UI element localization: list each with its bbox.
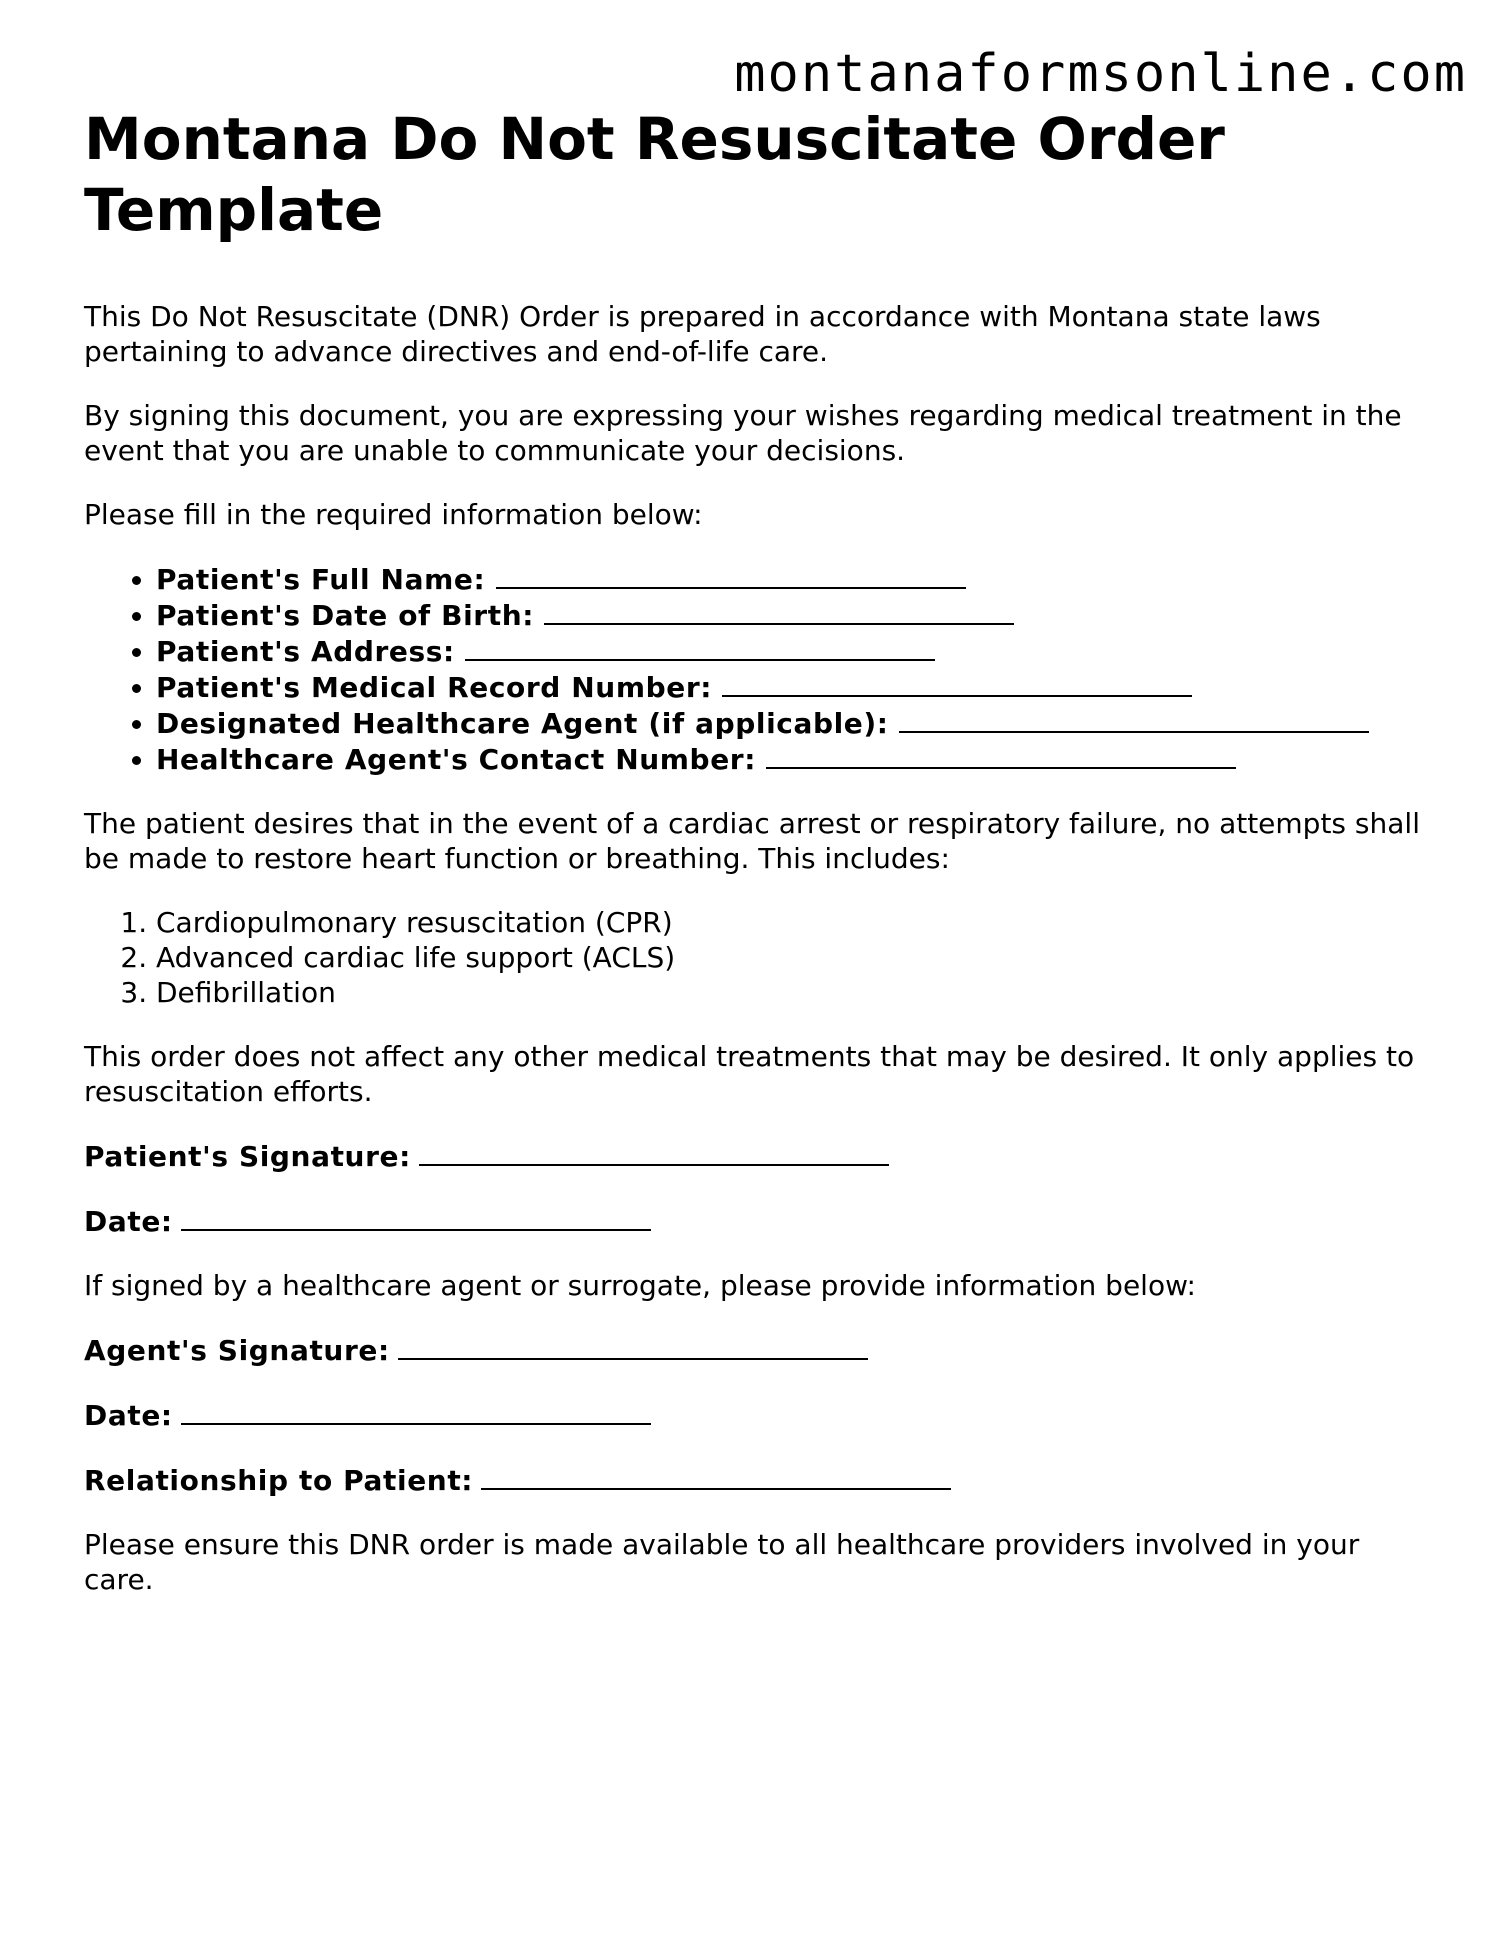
field-label: Healthcare Agent's Contact Number: bbox=[156, 743, 756, 776]
patient-signature-blank[interactable] bbox=[419, 1138, 889, 1166]
field-label: Patient's Full Name: bbox=[156, 563, 486, 596]
closing-paragraph: Please ensure this DNR order is made available to all healthcare providers involved in your care. bbox=[84, 1528, 1360, 1596]
agent-contact-blank[interactable] bbox=[766, 741, 1236, 769]
date-row-1 bbox=[84, 1203, 1424, 1239]
agent-date-blank[interactable] bbox=[181, 1397, 651, 1425]
patient-name-blank[interactable] bbox=[496, 561, 966, 589]
field-label: Patient's Address: bbox=[156, 635, 455, 668]
healthcare-agent-blank[interactable] bbox=[899, 705, 1369, 733]
list-item: 1. Cardiopulmonary resuscitation (CPR) bbox=[156, 905, 1424, 940]
list-item bbox=[156, 741, 1424, 777]
list-item bbox=[156, 561, 1424, 597]
relationship-row bbox=[84, 1462, 1424, 1498]
list-item: 2. Advanced cardiac life support (ACLS) bbox=[156, 940, 1424, 975]
medical-record-blank[interactable] bbox=[722, 669, 1192, 697]
relationship-blank[interactable] bbox=[481, 1462, 951, 1490]
scope-paragraph: This order does not affect any other medical treatments that may be desired. It only applies to resuscitation efforts. bbox=[84, 1040, 1415, 1108]
date-row-2 bbox=[84, 1397, 1424, 1433]
document-content bbox=[84, 104, 1424, 1597]
page-title: Montana Do Not Resuscitate Order Template bbox=[84, 105, 1225, 244]
list-item bbox=[156, 633, 1424, 669]
agent-signature-label: Agent's Signature: bbox=[84, 1334, 390, 1367]
procedures-list bbox=[84, 905, 1424, 1010]
expression-paragraph: By signing this document, you are expressing your wishes regarding medical treatment in the event that you are unable to communicate your decisions. bbox=[84, 399, 1402, 467]
patient-signature-label: Patient's Signature: bbox=[84, 1140, 411, 1173]
relationship-label: Relationship to Patient: bbox=[84, 1464, 474, 1497]
list-item: 3. Defibrillation bbox=[156, 975, 1424, 1010]
date-label: Date: bbox=[84, 1399, 173, 1432]
site-watermark: montanaformsonline.com bbox=[734, 44, 1467, 104]
agent-signature-row bbox=[84, 1332, 1424, 1368]
field-label: Designated Healthcare Agent (if applicable): bbox=[156, 707, 889, 740]
patient-fields-list bbox=[84, 561, 1424, 777]
list-item bbox=[156, 669, 1424, 705]
list-item bbox=[156, 705, 1424, 741]
patient-address-blank[interactable] bbox=[465, 633, 935, 661]
date-label: Date: bbox=[84, 1205, 173, 1238]
field-label: Patient's Date of Birth: bbox=[156, 599, 535, 632]
agent-instruction-paragraph: If signed by a healthcare agent or surrogate, please provide information below: bbox=[84, 1269, 1196, 1302]
instruction-paragraph: Please fill in the required information below: bbox=[84, 498, 703, 531]
list-item bbox=[156, 597, 1424, 633]
patient-dob-blank[interactable] bbox=[544, 597, 1014, 625]
patient-signature-row bbox=[84, 1138, 1424, 1174]
desire-paragraph: The patient desires that in the event of a cardiac arrest or respiratory failure, no attempts shall be made to restore heart function or breathing. This includes: bbox=[84, 807, 1420, 875]
patient-date-blank[interactable] bbox=[181, 1203, 651, 1231]
field-label: Patient's Medical Record Number: bbox=[156, 671, 713, 704]
intro-paragraph: This Do Not Resuscitate (DNR) Order is prepared in accordance with Montana state laws pertaining to advance directives and end-of-life care. bbox=[84, 300, 1321, 368]
agent-signature-blank[interactable] bbox=[398, 1332, 868, 1360]
